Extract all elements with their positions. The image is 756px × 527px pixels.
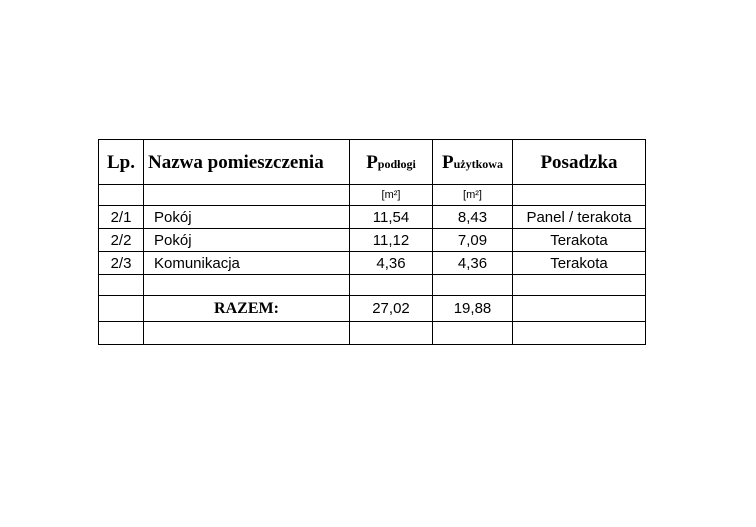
table-row	[99, 229, 646, 252]
rooms-table	[98, 139, 646, 345]
row-area-floor: 11,12	[350, 229, 433, 252]
total-area-floor: 27,02	[350, 296, 433, 322]
header-area-floor	[350, 140, 433, 185]
empty-row	[99, 322, 646, 345]
row-area-usable: 4,36	[433, 252, 513, 275]
unit-empty	[144, 185, 350, 206]
row-area-usable: 7,09	[433, 229, 513, 252]
empty-cell	[513, 296, 646, 322]
empty-cell	[350, 322, 433, 345]
header-floor: Posadzka	[513, 140, 646, 185]
header-row	[99, 140, 646, 185]
header-area-usable-sub: użytkowa	[453, 156, 503, 171]
row-lp: 2/1	[99, 206, 144, 229]
total-area-usable: 19,88	[433, 296, 513, 322]
header-area-floor-sub: podłogi	[377, 156, 416, 171]
empty-cell	[513, 322, 646, 345]
empty-cell	[144, 275, 350, 296]
row-lp: 2/2	[99, 229, 144, 252]
empty-cell	[99, 322, 144, 345]
header-name: Nazwa pomieszczenia	[144, 140, 350, 185]
empty-cell	[99, 296, 144, 322]
total-label	[144, 296, 350, 322]
table-row	[99, 252, 646, 275]
header-area-floor-main: P	[366, 151, 378, 173]
row-area-floor: 11,54	[350, 206, 433, 229]
header-lp: Lp.	[99, 140, 144, 185]
unit-empty	[99, 185, 144, 206]
unit-empty	[513, 185, 646, 206]
row-lp: 2/3	[99, 252, 144, 275]
empty-cell	[144, 322, 350, 345]
units-row	[99, 185, 646, 206]
unit-area-floor: [m²]	[350, 185, 433, 206]
row-area-usable: 8,43	[433, 206, 513, 229]
row-floor: Terakota	[513, 252, 646, 275]
empty-cell	[433, 275, 513, 296]
row-name: Komunikacja	[144, 252, 350, 275]
total-label-text: RAZEM:	[214, 299, 279, 317]
row-name: Pokój	[144, 206, 350, 229]
row-name: Pokój	[144, 229, 350, 252]
header-area-usable	[433, 140, 513, 185]
empty-cell	[350, 275, 433, 296]
unit-area-usable: [m²]	[433, 185, 513, 206]
row-floor: Panel / terakota	[513, 206, 646, 229]
row-area-floor: 4,36	[350, 252, 433, 275]
row-floor: Terakota	[513, 229, 646, 252]
empty-row	[99, 275, 646, 296]
total-row	[99, 296, 646, 322]
empty-cell	[513, 275, 646, 296]
empty-cell	[433, 322, 513, 345]
header-area-usable-main: P	[442, 151, 454, 173]
table-row	[99, 206, 646, 229]
empty-cell	[99, 275, 144, 296]
